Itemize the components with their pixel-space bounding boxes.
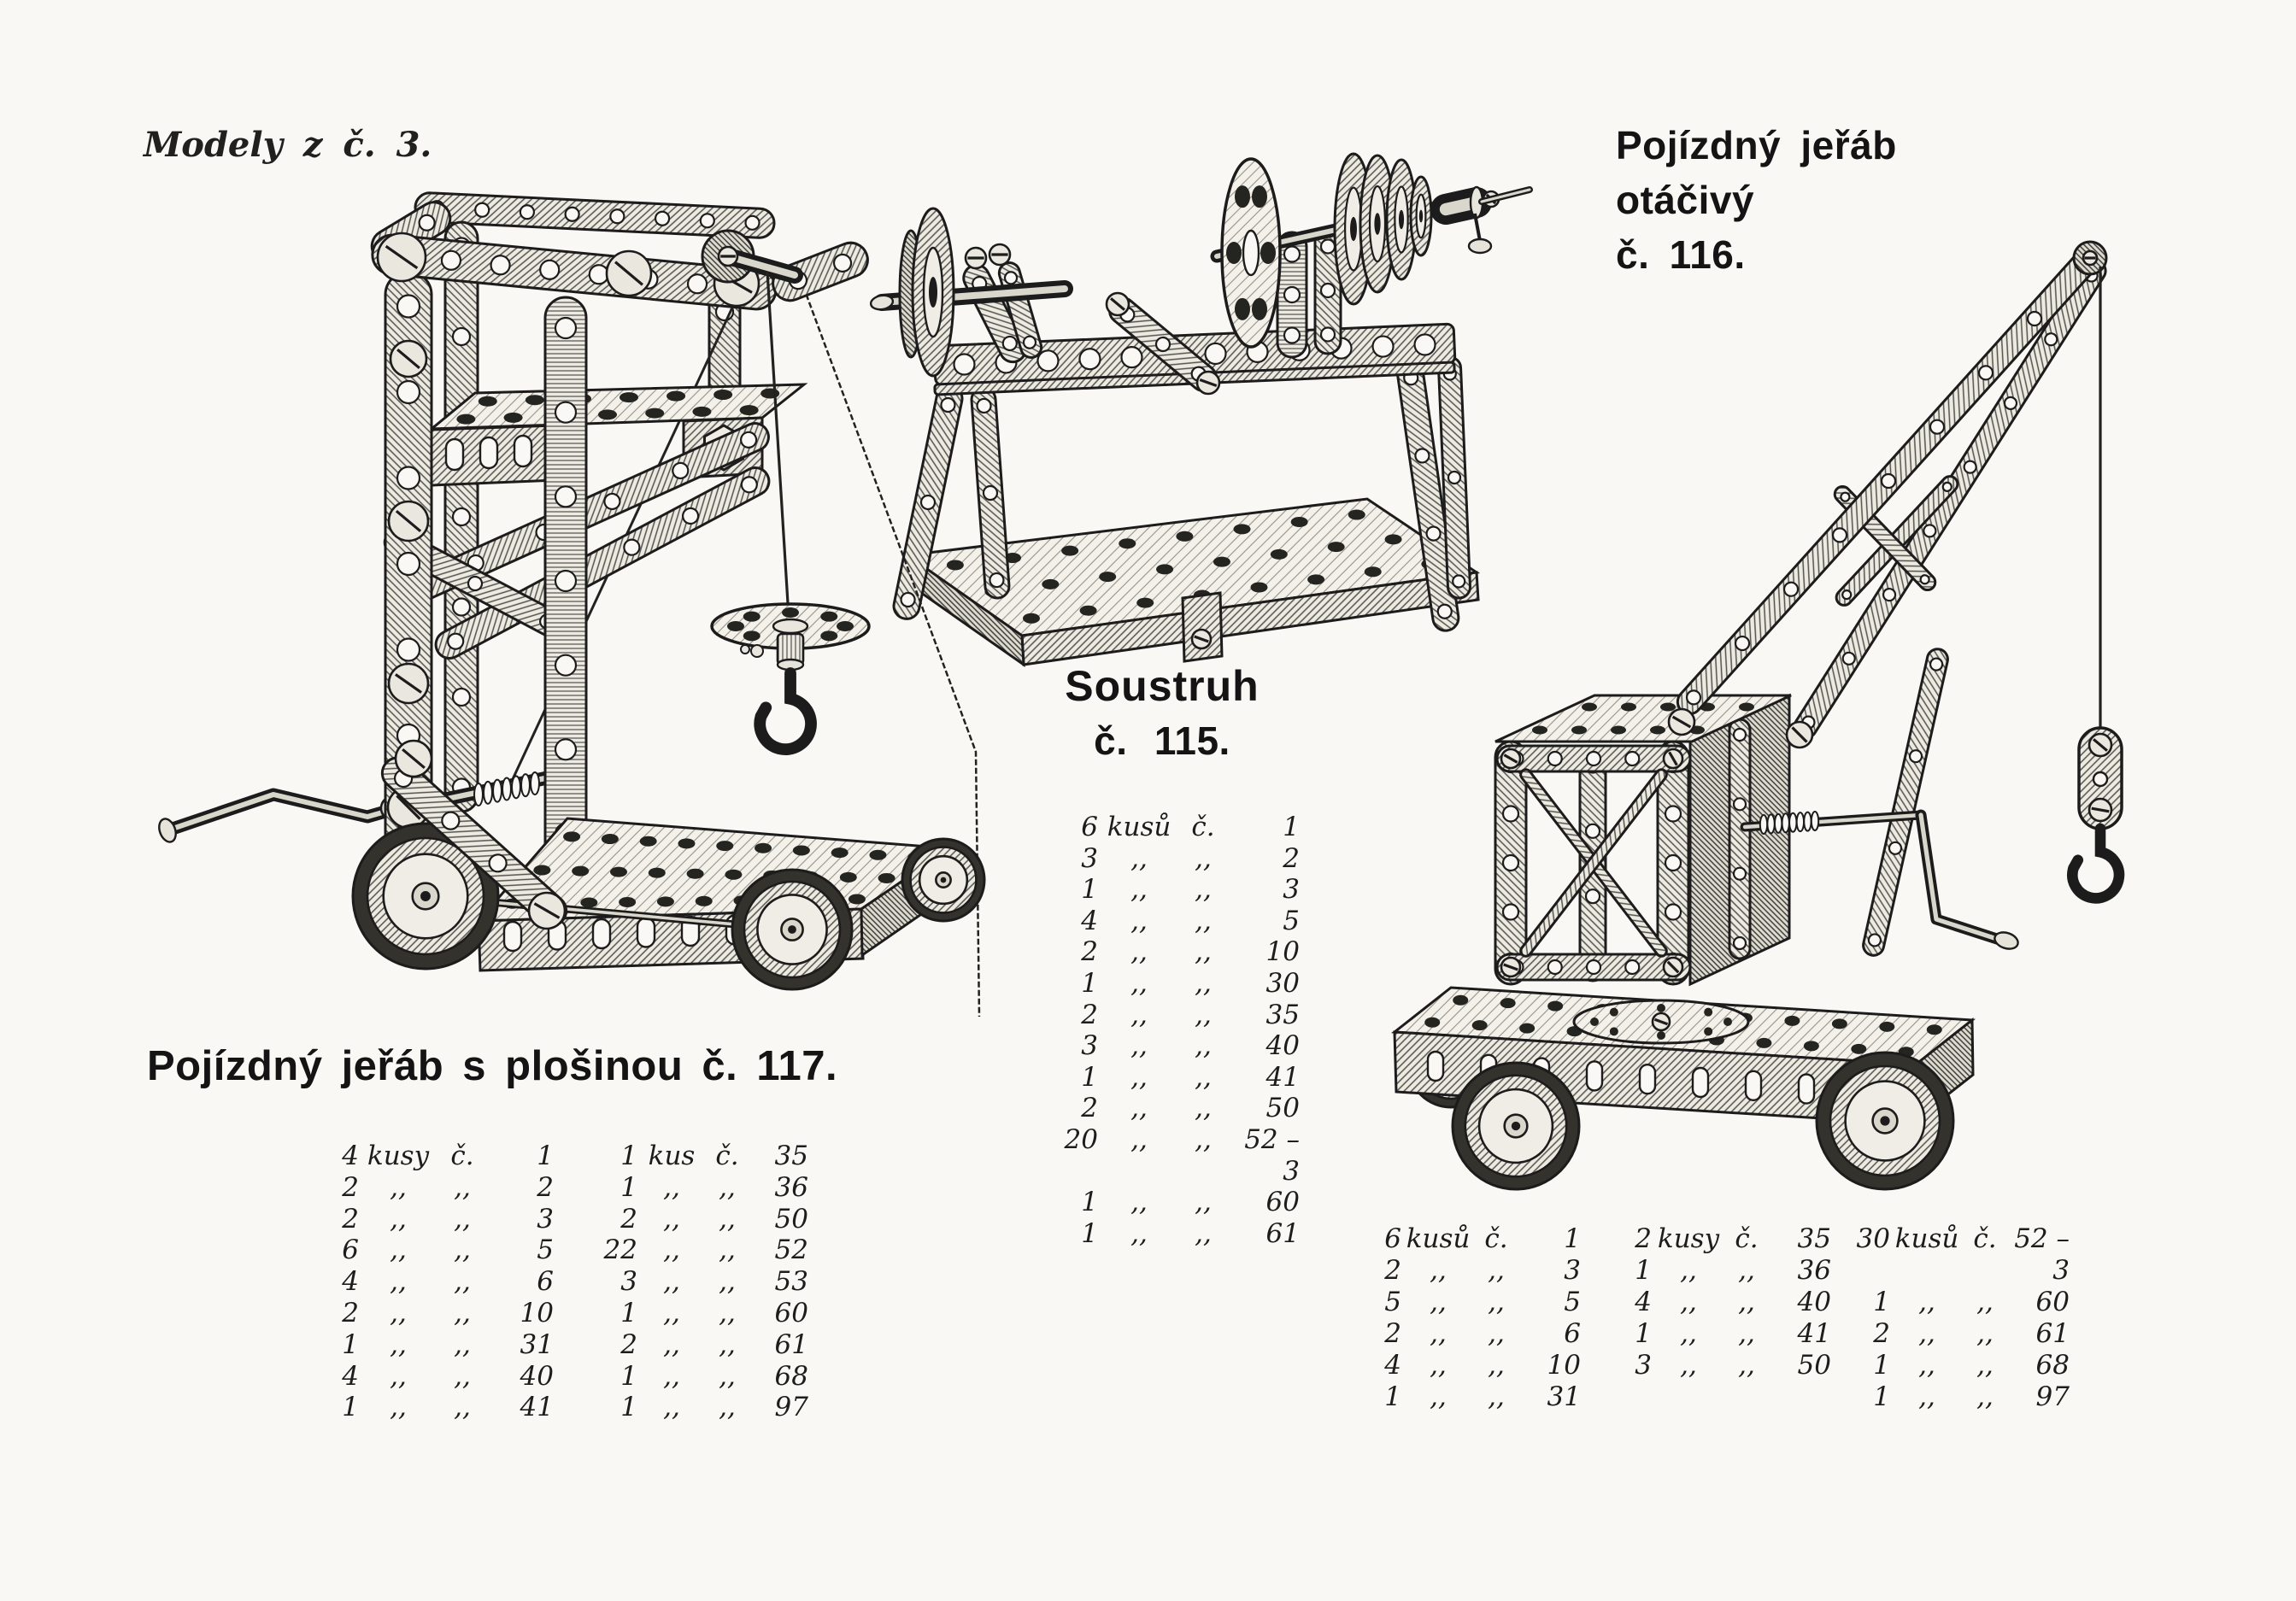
parts-list-116-col2 — [1618, 1223, 1831, 1381]
parts-cell-num: 31 — [1547, 1381, 1581, 1412]
platform-crane-illustration — [156, 192, 984, 1017]
parts-cell-c: ,, — [1195, 1187, 1212, 1218]
parts-cell-num: 36 — [774, 1171, 808, 1203]
parts-row — [1064, 843, 1300, 875]
parts-cell-c: č. — [1973, 1223, 1997, 1254]
parts-row — [1064, 1030, 1300, 1062]
parts-cell-count: 2 — [1635, 1223, 1652, 1254]
parts-cell-num: 61 — [1265, 1217, 1300, 1249]
parts-cell-c: ,, — [1195, 1217, 1212, 1249]
parts-cell-count: 4 — [1384, 1350, 1401, 1381]
parts-row — [1367, 1287, 1581, 1318]
parts-row — [314, 1361, 554, 1393]
parts-cell-c: ,, — [1976, 1350, 1994, 1381]
parts-cell-num: 52 — [774, 1234, 808, 1266]
parts-cell-count: 2 — [1384, 1318, 1401, 1349]
parts-cell-count: 1 — [1081, 1217, 1098, 1249]
parts-cell-unit: ,, — [1130, 999, 1148, 1030]
parts-cell-c: ,, — [1195, 967, 1212, 999]
parts-cell-unit: ,, — [390, 1171, 407, 1203]
parts-row — [1856, 1350, 2070, 1381]
parts-cell-count: 4 — [342, 1141, 359, 1171]
parts-cell-count: 3 — [1081, 842, 1098, 874]
parts-cell-c: ,, — [719, 1392, 736, 1423]
parts-row — [1367, 1318, 1581, 1350]
parts-row — [314, 1329, 554, 1361]
parts-cell-c: č. — [1191, 812, 1215, 842]
parts-cell-count: 1 — [620, 1297, 637, 1328]
parts-cell-count: 1 — [1081, 1187, 1098, 1218]
parts-row — [590, 1266, 808, 1298]
parts-cell-count: 4 — [342, 1266, 359, 1298]
parts-row — [1618, 1287, 1831, 1318]
parts-row — [314, 1266, 554, 1298]
parts-cell-unit: ,, — [1680, 1350, 1697, 1381]
parts-cell-count: 1 — [342, 1328, 359, 1360]
parts-cell-unit: kus — [648, 1141, 696, 1171]
parts-cell-count: 2 — [1081, 1093, 1098, 1124]
lathe-illustration — [870, 154, 1530, 665]
parts-cell-num: 41 — [1797, 1318, 1831, 1349]
parts-cell-num: 5 — [1564, 1287, 1581, 1317]
parts-cell-unit: ,, — [663, 1392, 680, 1423]
parts-cell-c: ,, — [1195, 1093, 1212, 1124]
parts-cell-c: ,, — [1738, 1255, 1755, 1286]
parts-row — [1064, 812, 1300, 843]
parts-cell-num: 50 — [1265, 1093, 1300, 1124]
parts-cell-num: 35 — [774, 1141, 808, 1171]
parts-cell-count: 1 — [620, 1171, 637, 1203]
parts-cell-count: 1 — [620, 1360, 637, 1392]
parts-cell-c: č. — [715, 1141, 739, 1171]
parts-cell-num: 3 — [537, 1203, 554, 1234]
parts-row — [590, 1361, 808, 1393]
parts-row — [314, 1141, 554, 1172]
parts-cell-num: 30 — [1265, 967, 1300, 999]
rotating-crane-illustration — [1395, 242, 2122, 1189]
parts-cell-unit: ,, — [1680, 1318, 1697, 1349]
parts-cell-unit: ,, — [1130, 1061, 1148, 1093]
parts-cell-num: 1 — [1564, 1223, 1581, 1254]
parts-cell-count: 4 — [1635, 1287, 1652, 1317]
parts-cell-unit: ,, — [1430, 1350, 1447, 1381]
parts-cell-c: ,, — [719, 1297, 736, 1328]
parts-cell-unit: ,, — [1680, 1287, 1697, 1317]
parts-cell-count: 1 — [1081, 1061, 1098, 1093]
parts-cell-count: 1 — [1384, 1381, 1401, 1412]
parts-cell-unit: ,, — [1918, 1287, 1935, 1317]
parts-cell-count: 6 — [1384, 1223, 1401, 1254]
parts-cell-count: 2 — [342, 1203, 359, 1234]
parts-row — [590, 1204, 808, 1235]
parts-list-115 — [1064, 812, 1300, 1249]
parts-cell-num: 60 — [1265, 1187, 1300, 1218]
model-116-title-line3: č. 116. — [1616, 232, 1746, 277]
model-115-title — [1008, 661, 1316, 764]
parts-cell-num: 61 — [774, 1328, 808, 1360]
parts-row — [1064, 936, 1300, 968]
parts-row — [1367, 1255, 1581, 1287]
parts-row — [590, 1329, 808, 1361]
parts-cell-unit: ,, — [1130, 1123, 1148, 1155]
parts-cell-c: ,, — [1195, 1123, 1212, 1155]
parts-cell-c: ,, — [454, 1328, 471, 1360]
parts-cell-c: ,, — [719, 1234, 736, 1266]
parts-row — [1367, 1223, 1581, 1255]
parts-row — [1064, 1218, 1300, 1250]
parts-cell-c: ,, — [454, 1171, 471, 1203]
parts-cell-unit: ,, — [1130, 842, 1148, 874]
parts-cell-unit: ,, — [390, 1328, 407, 1360]
parts-cell-c: ,, — [1195, 842, 1212, 874]
parts-cell-count: 3 — [620, 1266, 637, 1298]
parts-cell-num: 41 — [1265, 1061, 1300, 1093]
parts-cell-c: ,, — [454, 1203, 471, 1234]
parts-cell-unit: ,, — [1130, 1187, 1148, 1218]
parts-cell-num: 10 — [1547, 1350, 1581, 1381]
parts-cell-unit: ,, — [1918, 1318, 1935, 1349]
parts-row — [1367, 1381, 1581, 1413]
parts-cell-c: č. — [1484, 1223, 1508, 1254]
parts-cell-count: 2 — [1873, 1318, 1890, 1349]
parts-row — [1618, 1318, 1831, 1350]
parts-cell-num: 40 — [1797, 1287, 1831, 1317]
parts-cell-unit: ,, — [1430, 1318, 1447, 1349]
parts-cell-num: 2 — [537, 1171, 554, 1203]
parts-cell-count: 1 — [1081, 874, 1098, 906]
parts-row — [314, 1172, 554, 1204]
parts-cell-count: 6 — [1081, 812, 1098, 842]
parts-cell-c: ,, — [1195, 874, 1212, 906]
parts-row — [590, 1234, 808, 1266]
parts-cell-num: 35 — [1797, 1223, 1831, 1254]
parts-row — [590, 1392, 808, 1423]
parts-list-117-col1 — [314, 1141, 554, 1423]
parts-row — [314, 1392, 554, 1423]
parts-cell-num: 1 — [1283, 812, 1300, 842]
parts-cell-num: 61 — [2035, 1318, 2070, 1349]
parts-cell-num: 60 — [774, 1297, 808, 1328]
parts-cell-num: 52 – 3 — [2014, 1223, 2070, 1286]
parts-cell-unit: ,, — [663, 1297, 680, 1328]
parts-cell-count: 1 — [1873, 1350, 1890, 1381]
parts-cell-unit: ,, — [663, 1171, 680, 1203]
parts-cell-unit: ,, — [663, 1360, 680, 1392]
parts-row — [1064, 1124, 1300, 1187]
parts-cell-count: 4 — [342, 1360, 359, 1392]
parts-row — [1064, 906, 1300, 937]
model-115-title-line1: Soustruh — [1065, 662, 1260, 710]
parts-cell-unit: kusů — [1406, 1223, 1471, 1254]
parts-cell-count: 3 — [1635, 1350, 1652, 1381]
parts-row — [1367, 1350, 1581, 1381]
parts-cell-c: ,, — [1738, 1318, 1755, 1349]
parts-cell-c: č. — [1735, 1223, 1759, 1254]
parts-cell-unit: kusů — [1107, 812, 1171, 842]
parts-cell-count: 3 — [1081, 1030, 1098, 1062]
parts-cell-num: 3 — [1283, 874, 1300, 906]
parts-cell-num: 97 — [774, 1392, 808, 1423]
parts-cell-c: ,, — [1488, 1318, 1505, 1349]
parts-cell-num: 60 — [2035, 1287, 2070, 1317]
parts-cell-num: 1 — [537, 1141, 554, 1171]
parts-cell-num: 5 — [1283, 905, 1300, 936]
parts-list-116-col1 — [1367, 1223, 1581, 1413]
parts-cell-c: ,, — [454, 1234, 471, 1266]
parts-cell-c: č. — [450, 1141, 474, 1171]
parts-cell-c: ,, — [1488, 1381, 1505, 1412]
parts-cell-count: 1 — [1635, 1318, 1652, 1349]
model-116-title-line2: otáčivý — [1616, 178, 1755, 222]
parts-cell-count: 2 — [1081, 999, 1098, 1030]
parts-cell-unit: ,, — [663, 1266, 680, 1298]
parts-cell-count: 2 — [1384, 1255, 1401, 1286]
parts-cell-count: 1 — [1081, 967, 1098, 999]
parts-cell-num: 50 — [1797, 1350, 1831, 1381]
parts-cell-unit: kusy — [367, 1141, 430, 1171]
parts-cell-unit: ,, — [1918, 1350, 1935, 1381]
parts-cell-unit: ,, — [390, 1360, 407, 1392]
parts-cell-c: ,, — [1976, 1287, 1994, 1317]
parts-cell-num: 10 — [1265, 936, 1300, 968]
parts-cell-c: ,, — [1488, 1287, 1505, 1317]
parts-cell-count: 1 — [620, 1392, 637, 1423]
parts-cell-unit: ,, — [1918, 1381, 1935, 1412]
parts-cell-unit: ,, — [663, 1234, 680, 1266]
model-115-title-line2: č. 115. — [1094, 718, 1230, 763]
parts-cell-count: 2 — [620, 1203, 637, 1234]
parts-row — [1618, 1350, 1831, 1381]
parts-cell-count: 1 — [342, 1392, 359, 1423]
parts-cell-c: ,, — [1195, 1061, 1212, 1093]
parts-cell-unit: ,, — [1130, 1030, 1148, 1062]
parts-cell-unit: ,, — [390, 1297, 407, 1328]
parts-cell-num: 68 — [774, 1360, 808, 1392]
parts-cell-unit: ,, — [1430, 1287, 1447, 1317]
parts-row — [314, 1234, 554, 1266]
parts-row — [1064, 874, 1300, 906]
parts-cell-count: 1 — [620, 1141, 637, 1171]
parts-cell-c: ,, — [454, 1360, 471, 1392]
parts-cell-num: 68 — [2035, 1350, 2070, 1381]
parts-cell-c: ,, — [1195, 936, 1212, 968]
parts-cell-num: 40 — [520, 1360, 554, 1392]
parts-cell-count: 2 — [1081, 936, 1098, 968]
parts-cell-c: ,, — [719, 1171, 736, 1203]
parts-cell-num: 53 — [774, 1266, 808, 1298]
parts-cell-unit: ,, — [1130, 874, 1148, 906]
parts-cell-count: 1 — [1873, 1381, 1890, 1412]
parts-cell-unit: ,, — [390, 1266, 407, 1298]
parts-row — [1064, 1000, 1300, 1031]
parts-cell-num: 35 — [1265, 999, 1300, 1030]
parts-cell-count: 1 — [1635, 1255, 1652, 1286]
parts-row — [590, 1141, 808, 1172]
model-116-title — [1616, 118, 1897, 282]
parts-cell-unit: ,, — [1680, 1255, 1697, 1286]
parts-cell-unit: ,, — [1430, 1255, 1447, 1286]
parts-cell-c: ,, — [1738, 1287, 1755, 1317]
parts-row — [590, 1298, 808, 1329]
parts-cell-unit: ,, — [390, 1392, 407, 1423]
parts-cell-c: ,, — [1195, 905, 1212, 936]
parts-cell-c: ,, — [719, 1266, 736, 1298]
parts-cell-num: 41 — [520, 1392, 554, 1423]
parts-cell-num: 5 — [537, 1234, 554, 1266]
parts-cell-count: 2 — [342, 1171, 359, 1203]
parts-cell-num: 6 — [1564, 1318, 1581, 1349]
parts-cell-unit: kusy — [1657, 1223, 1720, 1254]
parts-row — [1856, 1287, 2070, 1318]
parts-row — [314, 1204, 554, 1235]
parts-cell-unit: ,, — [663, 1328, 680, 1360]
parts-cell-count: 30 — [1856, 1223, 1890, 1254]
parts-cell-count: 4 — [1081, 905, 1098, 936]
parts-cell-c: ,, — [719, 1203, 736, 1234]
parts-row — [1618, 1255, 1831, 1287]
parts-cell-unit: ,, — [1130, 1093, 1148, 1124]
parts-cell-num: 3 — [1564, 1255, 1581, 1286]
parts-row — [1856, 1318, 2070, 1350]
parts-row — [590, 1172, 808, 1204]
parts-cell-count: 2 — [342, 1297, 359, 1328]
parts-row — [1064, 1062, 1300, 1094]
parts-cell-unit: ,, — [1130, 936, 1148, 968]
parts-cell-count: 22 — [603, 1234, 637, 1266]
parts-cell-num: 31 — [520, 1328, 554, 1360]
parts-cell-c: ,, — [719, 1328, 736, 1360]
model-116-title-line1: Pojízdný jeřáb — [1616, 123, 1897, 167]
parts-cell-c: ,, — [1195, 1030, 1212, 1062]
parts-cell-c: ,, — [1976, 1381, 1994, 1412]
parts-row — [1064, 1093, 1300, 1124]
page-header: Modely z č. 3. — [144, 125, 432, 165]
parts-cell-count: 5 — [1384, 1287, 1401, 1317]
parts-cell-unit: ,, — [1430, 1381, 1447, 1412]
parts-cell-c: ,, — [454, 1297, 471, 1328]
parts-row — [314, 1298, 554, 1329]
parts-cell-unit: ,, — [1130, 1217, 1148, 1249]
parts-cell-unit: ,, — [1130, 967, 1148, 999]
parts-row — [1064, 968, 1300, 1000]
parts-cell-num: 50 — [774, 1203, 808, 1234]
parts-cell-unit: kusů — [1894, 1223, 1959, 1254]
parts-cell-c: ,, — [1195, 999, 1212, 1030]
parts-row — [1618, 1223, 1831, 1255]
parts-cell-c: ,, — [1738, 1350, 1755, 1381]
parts-cell-c: ,, — [719, 1360, 736, 1392]
parts-cell-c: ,, — [1488, 1350, 1505, 1381]
parts-cell-unit: ,, — [663, 1203, 680, 1234]
parts-cell-c: ,, — [1488, 1255, 1505, 1286]
parts-cell-num: 10 — [520, 1297, 554, 1328]
parts-cell-num: 6 — [537, 1266, 554, 1298]
model-117-caption: Pojízdný jeřáb s plošinou č. 117. — [147, 1043, 838, 1089]
parts-cell-unit: ,, — [1130, 905, 1148, 936]
parts-cell-c: ,, — [1976, 1318, 1994, 1349]
parts-row — [1064, 1187, 1300, 1218]
parts-cell-c: ,, — [454, 1392, 471, 1423]
parts-cell-count: 20 — [1064, 1123, 1098, 1155]
parts-cell-num: 40 — [1265, 1030, 1300, 1062]
parts-cell-count: 1 — [1873, 1287, 1890, 1317]
parts-cell-num: 52 – 3 — [1244, 1123, 1300, 1187]
parts-cell-num: 2 — [1283, 842, 1300, 874]
parts-cell-unit: ,, — [390, 1203, 407, 1234]
parts-list-117-col2 — [590, 1141, 808, 1423]
parts-cell-unit: ,, — [390, 1234, 407, 1266]
parts-list-116-col3 — [1856, 1223, 2070, 1413]
parts-cell-num: 36 — [1797, 1255, 1831, 1286]
parts-cell-num: 97 — [2035, 1381, 2070, 1412]
parts-cell-count: 6 — [342, 1234, 359, 1266]
parts-row — [1856, 1223, 2070, 1287]
parts-row — [1856, 1381, 2070, 1413]
parts-cell-count: 2 — [620, 1328, 637, 1360]
parts-cell-c: ,, — [454, 1266, 471, 1298]
